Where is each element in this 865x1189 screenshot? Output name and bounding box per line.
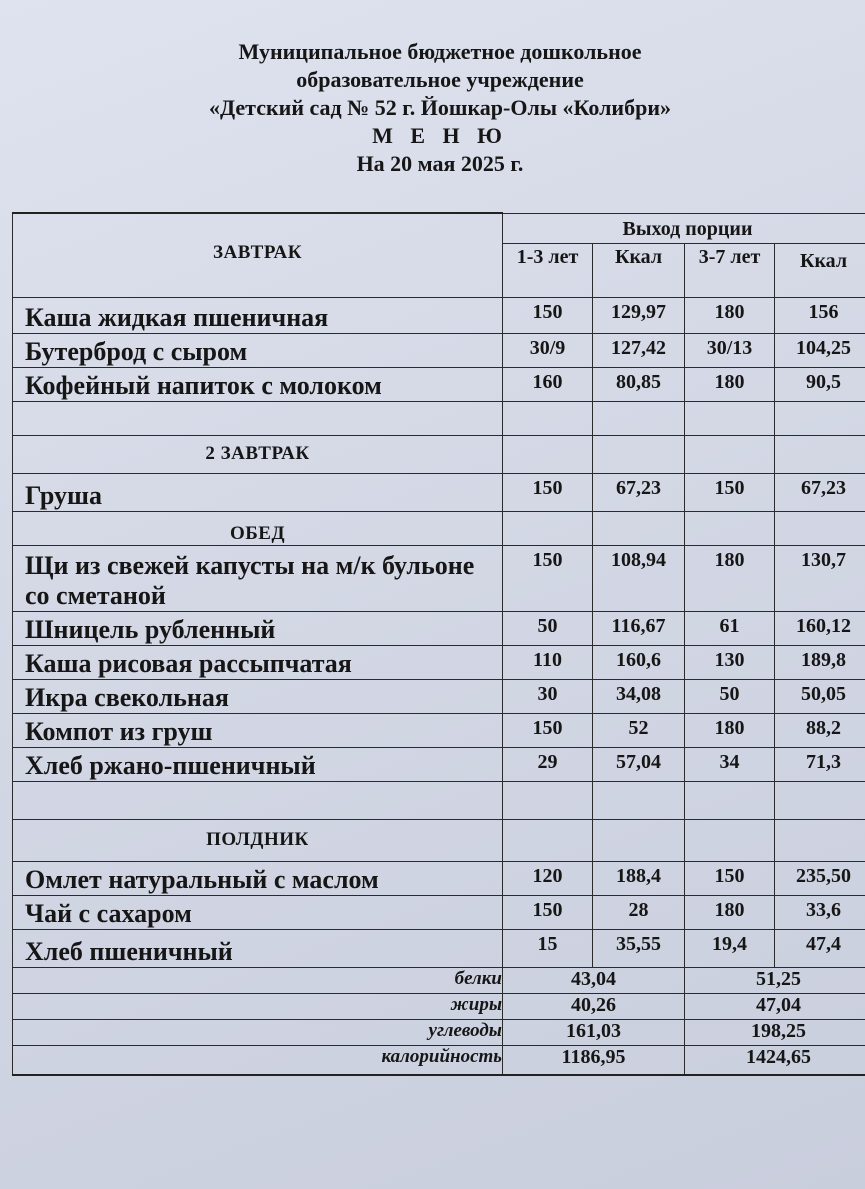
- blank-cell: [593, 401, 685, 435]
- dish-row: [13, 545, 865, 611]
- portion-1-3: 120: [503, 861, 593, 895]
- portion-3-7: 130: [685, 645, 775, 679]
- totals-value-1-3: 1186,95: [503, 1045, 685, 1075]
- kcal-3-7: 156: [775, 297, 865, 333]
- kcal-1-3: 108,94: [593, 545, 685, 611]
- dish-row: [13, 297, 865, 333]
- blank-cell: [503, 511, 593, 545]
- portion-3-7: 150: [685, 473, 775, 511]
- blank-cell: [503, 781, 593, 819]
- dish-row: [13, 929, 865, 967]
- portion-heading: Выход порции: [503, 213, 865, 243]
- dish-row: [13, 895, 865, 929]
- dish-name: Икра свекольная: [13, 679, 503, 713]
- kcal-2-heading: Ккал: [775, 243, 865, 297]
- blank-cell: [13, 781, 503, 819]
- dish-name: Каша жидкая пшеничная: [13, 297, 503, 333]
- section-breakfast-heading: ЗАВТРАК: [13, 213, 503, 297]
- dish-row: [13, 747, 865, 781]
- kcal-1-3: 80,85: [593, 367, 685, 401]
- kcal-1-3: 129,97: [593, 297, 685, 333]
- dish-row: [13, 333, 865, 367]
- section-row: [13, 511, 865, 545]
- dish-row: [13, 367, 865, 401]
- portion-1-3: 110: [503, 645, 593, 679]
- totals-value-1-3: 40,26: [503, 993, 685, 1019]
- kcal-3-7: 235,50: [775, 861, 865, 895]
- dish-name: Компот из груш: [13, 713, 503, 747]
- totals-label: жиры: [13, 993, 503, 1019]
- blank-cell: [685, 511, 775, 545]
- kcal-3-7: 67,23: [775, 473, 865, 511]
- dish-name: Кофейный напиток с молоком: [13, 367, 503, 401]
- blank-cell: [685, 435, 775, 473]
- totals-value-3-7: 47,04: [685, 993, 865, 1019]
- section-snack-heading: ПОЛДНИК: [13, 819, 503, 861]
- dish-name: Хлеб ржано-пшеничный: [13, 747, 503, 781]
- portion-3-7: 180: [685, 713, 775, 747]
- kcal-3-7: 189,8: [775, 645, 865, 679]
- kcal-1-3: 160,6: [593, 645, 685, 679]
- totals-value-3-7: 1424,65: [685, 1045, 865, 1075]
- dish-name: Каша рисовая рассыпчатая: [13, 645, 503, 679]
- blank-cell: [775, 435, 865, 473]
- blank-cell: [503, 819, 593, 861]
- dish-name: Омлет натуральный с маслом: [13, 861, 503, 895]
- kcal-1-3: 127,42: [593, 333, 685, 367]
- portion-3-7: 150: [685, 861, 775, 895]
- section-lunch-heading: ОБЕД: [13, 511, 503, 545]
- dish-row: [13, 713, 865, 747]
- dish-name: Хлеб пшеничный: [13, 929, 503, 967]
- blank-cell: [503, 435, 593, 473]
- dish-row: [13, 473, 865, 511]
- kcal-3-7: 88,2: [775, 713, 865, 747]
- totals-value-1-3: 43,04: [503, 967, 685, 993]
- menu-title: М Е Н Ю: [372, 123, 508, 148]
- blank-cell: [503, 401, 593, 435]
- kcal-1-3: 28: [593, 895, 685, 929]
- blank-cell: [593, 435, 685, 473]
- totals-label: белки: [13, 967, 503, 993]
- portion-1-3: 30: [503, 679, 593, 713]
- totals-value-3-7: 51,25: [685, 967, 865, 993]
- section-breakfast-2-heading: 2 ЗАВТРАК: [13, 435, 503, 473]
- portion-3-7: 180: [685, 367, 775, 401]
- menu-table: [12, 212, 865, 1076]
- kcal-1-3: 116,67: [593, 611, 685, 645]
- blank-cell: [593, 781, 685, 819]
- blank-row: [13, 401, 865, 435]
- portion-3-7: 30/13: [685, 333, 775, 367]
- kcal-3-7: 71,3: [775, 747, 865, 781]
- section-row: [13, 819, 865, 861]
- kcal-1-3: 57,04: [593, 747, 685, 781]
- dish-row: [13, 645, 865, 679]
- age-3-7-heading: 3-7 лет: [685, 243, 775, 297]
- portion-1-3: 160: [503, 367, 593, 401]
- portion-3-7: 50: [685, 679, 775, 713]
- dish-name: Груша: [13, 473, 503, 511]
- blank-cell: [593, 511, 685, 545]
- portion-3-7: 34: [685, 747, 775, 781]
- totals-row: [13, 1045, 865, 1075]
- blank-cell: [775, 781, 865, 819]
- kcal-3-7: 33,6: [775, 895, 865, 929]
- blank-cell: [685, 819, 775, 861]
- document-header: [0, 38, 865, 178]
- portion-1-3: 150: [503, 297, 593, 333]
- portion-1-3: 15: [503, 929, 593, 967]
- kcal-1-3: 35,55: [593, 929, 685, 967]
- totals-label: углеводы: [13, 1019, 503, 1045]
- portion-1-3: 150: [503, 473, 593, 511]
- kcal-3-7: 160,12: [775, 611, 865, 645]
- blank-cell: [775, 511, 865, 545]
- portion-3-7: 180: [685, 545, 775, 611]
- org-line-1: Муниципальное бюджетное дошкольное: [238, 39, 642, 64]
- dish-row: [13, 861, 865, 895]
- portion-1-3: 30/9: [503, 333, 593, 367]
- totals-row: [13, 993, 865, 1019]
- totals-value-1-3: 161,03: [503, 1019, 685, 1045]
- section-row: [13, 435, 865, 473]
- totals-value-3-7: 198,25: [685, 1019, 865, 1045]
- portion-3-7: 180: [685, 297, 775, 333]
- portion-3-7: 61: [685, 611, 775, 645]
- dish-name: Чай с сахаром: [13, 895, 503, 929]
- kcal-3-7: 130,7: [775, 545, 865, 611]
- dish-name: Бутерброд с сыром: [13, 333, 503, 367]
- kcal-1-3: 52: [593, 713, 685, 747]
- org-line-3: «Детский сад № 52 г. Йошкар-Олы «Колибри»: [208, 95, 672, 120]
- kcal-3-7: 90,5: [775, 367, 865, 401]
- blank-cell: [775, 401, 865, 435]
- blank-cell: [685, 781, 775, 819]
- portion-3-7: 19,4: [685, 929, 775, 967]
- kcal-3-7: 47,4: [775, 929, 865, 967]
- kcal-1-3: 34,08: [593, 679, 685, 713]
- blank-cell: [593, 819, 685, 861]
- portion-1-3: 150: [503, 713, 593, 747]
- kcal-3-7: 104,25: [775, 333, 865, 367]
- kcal-1-3: 188,4: [593, 861, 685, 895]
- blank-cell: [685, 401, 775, 435]
- dish-name: Щи из свежей капусты на м/к бульоне со сметаной: [13, 545, 503, 611]
- totals-label: калорийность: [13, 1045, 503, 1075]
- dish-row: [13, 679, 865, 713]
- totals-row: [13, 967, 865, 993]
- totals-row: [13, 1019, 865, 1045]
- portion-1-3: 150: [503, 545, 593, 611]
- dish-name: Шницель рубленный: [13, 611, 503, 645]
- dish-row: [13, 611, 865, 645]
- portion-1-3: 29: [503, 747, 593, 781]
- portion-1-3: 150: [503, 895, 593, 929]
- menu-date: На 20 мая 2025 г.: [356, 151, 524, 176]
- blank-cell: [13, 401, 503, 435]
- portion-1-3: 50: [503, 611, 593, 645]
- kcal-3-7: 50,05: [775, 679, 865, 713]
- blank-cell: [775, 819, 865, 861]
- kcal-1-3: 67,23: [593, 473, 685, 511]
- org-line-2: образовательное учреждение: [296, 67, 584, 92]
- age-1-3-heading: 1-3 лет: [503, 243, 593, 297]
- header-row-1: [13, 213, 865, 243]
- portion-3-7: 180: [685, 895, 775, 929]
- kcal-1-heading: Ккал: [593, 243, 685, 297]
- blank-row: [13, 781, 865, 819]
